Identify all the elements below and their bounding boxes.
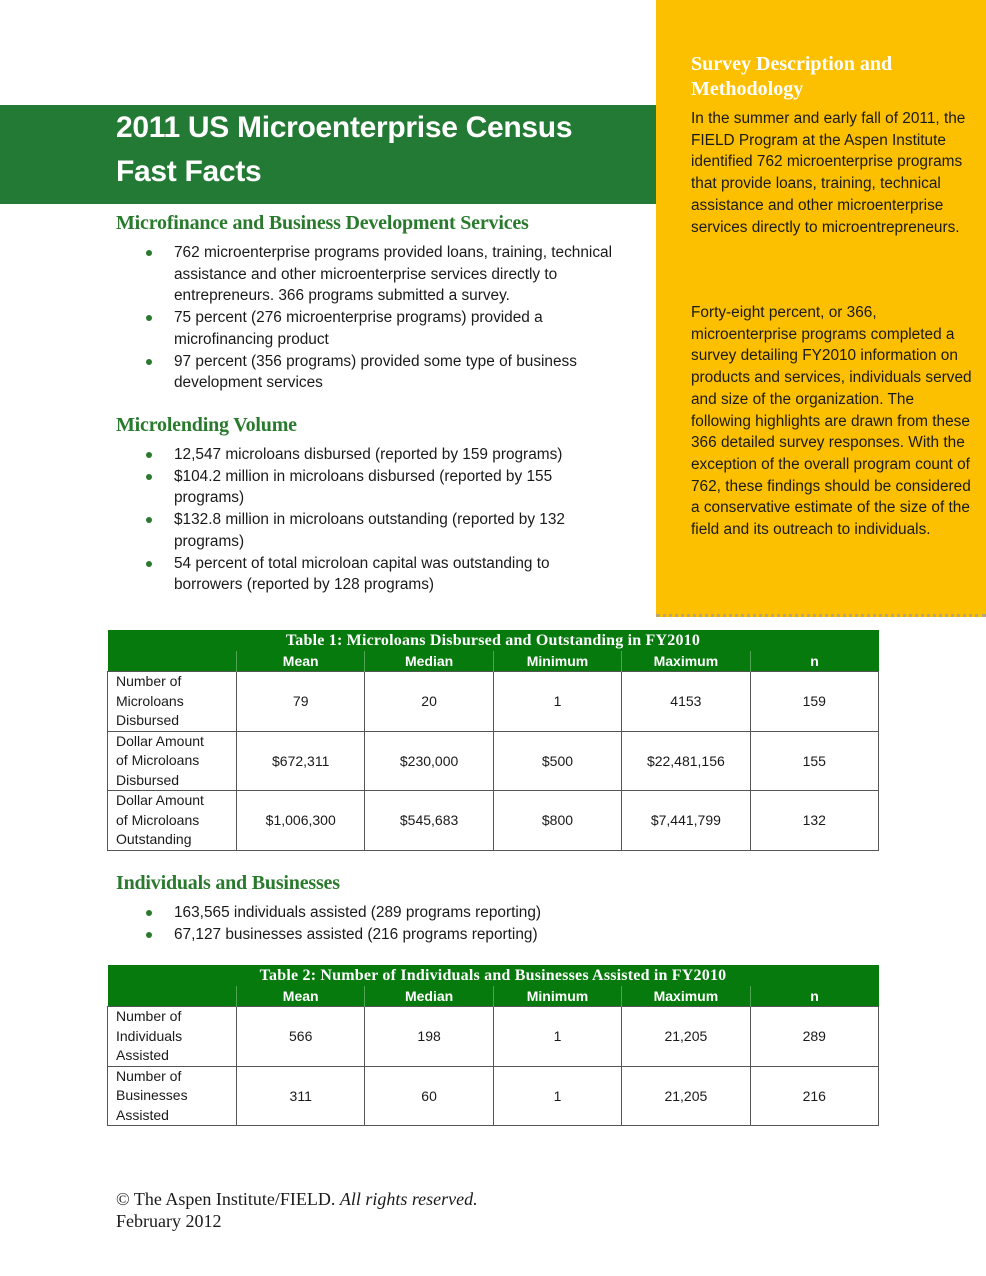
methodology-sidebar [656,0,986,617]
cell-maximum: 4153 [622,672,750,732]
row-label: Number of Individuals Assisted [108,1007,237,1067]
column-header-maximum: Maximum [622,986,750,1007]
footer-date: February 2012 [116,1211,222,1231]
cell-n: 132 [750,791,878,851]
table-row [108,1066,879,1126]
table-row [108,791,879,851]
column-header-maximum: Maximum [622,651,750,672]
list-item: 12,547 microloans disbursed (reported by 159 programs) [116,444,616,466]
column-header [108,651,237,672]
table-microloans [107,630,879,851]
section-heading-microfinance: Microfinance and Business Development Services [116,212,529,234]
column-header-n: n [750,986,878,1007]
column-header-median: Median [365,986,493,1007]
row-label: Dollar Amount of Microloans Disbursed [108,731,237,791]
footer [116,1188,478,1232]
cell-mean: 79 [237,672,365,732]
cell-maximum: $22,481,156 [622,731,750,791]
list-item: 54 percent of total microloan capital was outstanding to borrowers (reported by 128 programs) [116,553,616,596]
cell-mean: $672,311 [237,731,365,791]
column-header-mean: Mean [237,651,365,672]
cell-n: 216 [750,1066,878,1126]
sidebar-heading: Survey Description and Methodology [691,53,893,100]
column-header-minimum: Minimum [493,651,621,672]
page-title [116,106,572,194]
page-title-line1: 2011 US Microenterprise Census [116,111,573,144]
list-item: 97 percent (356 programs) provided some type of business development services [116,351,646,394]
cell-n: 159 [750,672,878,732]
sidebar-paragraph-1: In the summer and early fall of 2011, the FIELD Program at the Aspen Institute identified 762 microenterprise programs that provide loans, training, technical assistance and other microenterprise services directly to microentrepreneurs. [691,110,966,236]
column-header-median: Median [365,651,493,672]
microfinance-bullet-list [116,242,646,394]
bullet-icon [146,359,152,365]
table-row [108,1007,879,1067]
cell-median: 60 [365,1066,493,1126]
cell-minimum: 1 [493,1066,621,1126]
list-item: 762 microenterprise programs provided loans, training, technical assistance and other microenterprise services directly to entrepreneurs. 366 programs submitted a survey. [116,242,646,307]
cell-median: $545,683 [365,791,493,851]
table-individuals-businesses [107,965,879,1126]
cell-minimum: $500 [493,731,621,791]
rights-text: All rights reserved. [339,1189,478,1209]
cell-median: $230,000 [365,731,493,791]
bullet-icon [146,561,152,567]
row-label: Number of Businesses Assisted [108,1066,237,1126]
individuals-bullet-list [116,902,616,945]
column-header [108,986,237,1007]
section-heading-individuals: Individuals and Businesses [116,872,340,894]
microlending-bullet-list [116,444,616,596]
cell-median: 20 [365,672,493,732]
cell-mean: 311 [237,1066,365,1126]
bullet-icon [146,517,152,523]
list-item: $104.2 million in microloans disbursed (reported by 155 programs) [116,466,616,509]
cell-minimum: 1 [493,672,621,732]
column-header-mean: Mean [237,986,365,1007]
bullet-icon [146,910,152,916]
column-header-n: n [750,651,878,672]
list-item: $132.8 million in microloans outstanding (reported by 132 programs) [116,509,616,552]
cell-median: 198 [365,1007,493,1067]
table-caption: Table 2: Number of Individuals and Businesses Assisted in FY2010 [108,965,879,986]
bullet-icon [146,474,152,480]
section-heading-microlending: Microlending Volume [116,414,297,436]
list-item: 75 percent (276 microenterprise programs) provided a microfinancing product [116,307,646,350]
table-row [108,672,879,732]
column-header-minimum: Minimum [493,986,621,1007]
bullet-icon [146,932,152,938]
cell-maximum: 21,205 [622,1066,750,1126]
bullet-icon [146,452,152,458]
cell-maximum: $7,441,799 [622,791,750,851]
cell-mean: 566 [237,1007,365,1067]
table-row [108,731,879,791]
bullet-icon [146,315,152,321]
list-item: 67,127 businesses assisted (216 programs reporting) [116,924,616,946]
cell-n: 155 [750,731,878,791]
cell-maximum: 21,205 [622,1007,750,1067]
sidebar-paragraph-2: Forty-eight percent, or 366, microenterprise programs completed a survey detailing FY2010 information on products and services, individuals served and size of the organization. The following highlights are drawn from these 366 detailed survey responses. With the exception of the overall program count of 762, these findings should be considered a conservative estimate of the size of the field and its outreach to individuals. [691,304,972,539]
row-label: Number of Microloans Disbursed [108,672,237,732]
table-caption: Table 1: Microloans Disbursed and Outstanding in FY2010 [108,630,879,651]
row-label: Dollar Amount of Microloans Outstanding [108,791,237,851]
list-item: 163,565 individuals assisted (289 programs reporting) [116,902,616,924]
cell-minimum: 1 [493,1007,621,1067]
page-title-line2: Fast Facts [116,155,262,188]
cell-mean: $1,006,300 [237,791,365,851]
cell-n: 289 [750,1007,878,1067]
bullet-icon [146,250,152,256]
cell-minimum: $800 [493,791,621,851]
copyright-line: © The Aspen Institute/FIELD. All rights reserved. [116,1189,478,1209]
